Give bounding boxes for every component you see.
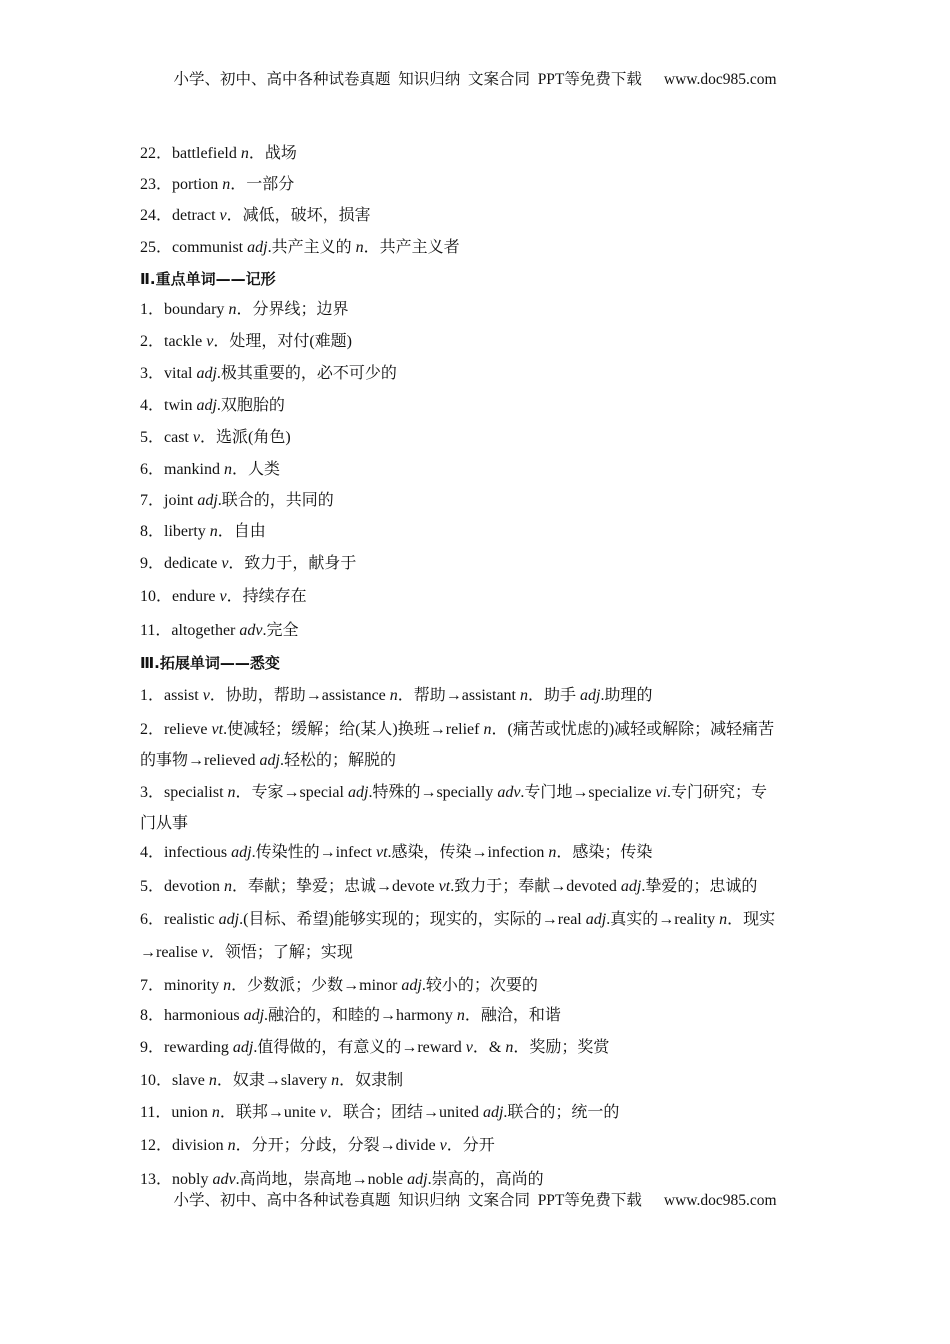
entry-text: ．联合；团结→united <box>326 1104 483 1121</box>
part-of-speech: v <box>202 687 210 704</box>
part-of-speech: adj <box>580 687 601 704</box>
part-of-speech: adv <box>239 622 263 639</box>
ext-word-6 <box>140 909 775 931</box>
part-of-speech: v <box>221 555 229 572</box>
entry-text: .融洽的，和睦的→harmony <box>264 1007 457 1024</box>
ext-word-10 <box>140 1070 403 1092</box>
entry-text: ．持续存在 <box>226 588 307 605</box>
ext-word-12 <box>140 1135 495 1157</box>
part-of-speech: adj <box>218 911 240 928</box>
vocab-item-25 <box>140 237 460 259</box>
entry-text: 22．battlefield <box>140 145 241 162</box>
part-of-speech: adj <box>196 365 217 382</box>
entry-text: ．助手 <box>528 687 581 704</box>
entry-text: 3．vital <box>140 365 197 382</box>
key-word-2 <box>140 331 352 353</box>
ext-word-3 <box>140 782 767 804</box>
entry-text: ．选派(角色) <box>200 429 291 446</box>
page-header <box>0 70 950 90</box>
entry-text: .值得做的，有意义的→reward <box>253 1039 466 1056</box>
entry-text: ．现实 <box>727 911 776 928</box>
footer-text: 小学、初中、高中各种试卷真题 知识归纳 文案合同 PPT等免费下载 <box>173 1192 642 1209</box>
header-text: 小学、初中、高中各种试卷真题 知识归纳 文案合同 PPT等免费下载 <box>173 71 642 88</box>
entry-text: .联合的；统一的 <box>503 1104 620 1121</box>
entry-text: 的事物→relieved <box>140 752 260 769</box>
key-word-9 <box>140 553 356 575</box>
part-of-speech: n <box>224 461 232 478</box>
part-of-speech: vt <box>376 844 388 861</box>
entry-text: ．领悟；了解；实现 <box>208 944 353 961</box>
entry-text: ．自由 <box>217 523 266 540</box>
part-of-speech: adj <box>231 844 252 861</box>
vocab-item-22 <box>140 143 297 165</box>
entry-text: .双胞胎的 <box>216 397 285 414</box>
entry-text: 7．joint <box>140 492 198 509</box>
part-of-speech: v <box>192 429 200 446</box>
part-of-speech: v <box>201 944 209 961</box>
ext-word-1 <box>140 685 653 707</box>
ext-word-11 <box>140 1102 619 1124</box>
entry-text: .高尚地，崇高地→noble <box>235 1171 408 1188</box>
part-of-speech: n <box>505 1039 514 1056</box>
entry-text: ．共产主义者 <box>363 239 460 256</box>
entry-text: .致力于；奉献→devoted <box>450 878 621 895</box>
entry-text: 2．tackle <box>140 333 207 350</box>
ext-word-6-cont <box>140 942 353 964</box>
key-word-4 <box>140 395 285 417</box>
entry-text: 10．slave <box>140 1072 209 1089</box>
part-of-speech: adj <box>482 1104 504 1121</box>
entry-text: →realise <box>140 944 202 961</box>
section-heading-3: Ⅲ.拓展单词——悉变 <box>140 654 280 672</box>
entry-text: ．专家→special <box>235 784 348 801</box>
entry-text: .共产主义的 <box>267 239 356 256</box>
part-of-speech: v <box>219 588 227 605</box>
entry-text: ．处理，对付(难题) <box>213 333 352 350</box>
part-of-speech: v <box>206 333 214 350</box>
entry-text: ．奴隶→slavery <box>216 1072 332 1089</box>
entry-text: .联合的，共同的 <box>217 492 334 509</box>
part-of-speech: adv <box>497 784 521 801</box>
part-of-speech: adv <box>212 1171 236 1188</box>
entry-text: 1．assist <box>140 687 203 704</box>
entry-text: .极其重要的，必不可少的 <box>216 365 397 382</box>
part-of-speech: n <box>456 1007 465 1024</box>
part-of-speech: adj <box>347 784 369 801</box>
key-word-8 <box>140 521 266 543</box>
entry-text: 7．minority <box>140 977 224 994</box>
entry-text: .感染，传染→infection <box>387 844 549 861</box>
entry-text: 11．altogether <box>140 622 240 639</box>
part-of-speech: adj <box>620 878 642 895</box>
part-of-speech: n <box>355 239 364 256</box>
part-of-speech: n <box>520 687 529 704</box>
entry-text: ．奴隶制 <box>339 1072 404 1089</box>
part-of-speech: adj <box>197 492 218 509</box>
entry-text: .轻松的；解脱的 <box>279 752 396 769</box>
entry-text: 25．communist <box>140 239 248 256</box>
ext-word-8 <box>140 1005 561 1027</box>
part-of-speech: n <box>240 145 249 162</box>
entry-text: .特殊的→specially <box>368 784 498 801</box>
entry-text: 24．detract <box>140 207 220 224</box>
entry-text: .使减轻；缓解；给(某人)换班→relief <box>223 721 484 738</box>
entry-text: ．分界线；边界 <box>236 301 349 318</box>
entry-text: .助理的 <box>600 687 653 704</box>
entry-text: ．联邦→unite <box>219 1104 320 1121</box>
entry-text: 12．division <box>140 1137 228 1154</box>
entry-text: ．帮助→assistant <box>397 687 521 704</box>
entry-text: 2．relieve <box>140 721 212 738</box>
entry-text: 4．infectious <box>140 844 232 861</box>
entry-text: ．人类 <box>232 461 281 478</box>
key-word-3 <box>140 363 397 385</box>
ext-word-7 <box>140 975 538 997</box>
entry-text: 6．realistic <box>140 911 219 928</box>
entry-text: ．& <box>472 1039 506 1056</box>
entry-text: 4．twin <box>140 397 197 414</box>
entry-text: ．奖励；奖赏 <box>513 1039 610 1056</box>
part-of-speech: n <box>719 911 728 928</box>
part-of-speech: vt <box>438 878 451 895</box>
part-of-speech: adj <box>243 1007 265 1024</box>
entry-text: .专门地→specialize <box>520 784 656 801</box>
entry-text: 门从事 <box>140 815 189 832</box>
part-of-speech: n <box>223 977 232 994</box>
entry-text: 8．liberty <box>140 523 210 540</box>
part-of-speech: adj <box>232 1039 254 1056</box>
section-heading-2: Ⅱ.重点单词——记形 <box>140 270 276 288</box>
part-of-speech: n <box>227 1137 236 1154</box>
entry-text: ．奉献；挚爱；忠诚→devote <box>232 878 439 895</box>
entry-text: 9．rewarding <box>140 1039 233 1056</box>
entry-text: .较小的；次要的 <box>421 977 538 994</box>
entry-text: ．分开；分歧，分裂→divide <box>235 1137 440 1154</box>
entry-text: .崇高的，高尚的 <box>427 1171 544 1188</box>
ext-word-5 <box>140 876 757 898</box>
part-of-speech: vi <box>655 784 668 801</box>
part-of-speech: n <box>483 721 492 738</box>
part-of-speech: adj <box>259 752 280 769</box>
entry-text: ．少数派；少数→minor <box>231 977 402 994</box>
part-of-speech: v <box>319 1104 327 1121</box>
part-of-speech: n <box>548 844 557 861</box>
entry-text: .挚爱的；忠诚的 <box>641 878 758 895</box>
page-footer <box>0 1191 950 1211</box>
part-of-speech: adj <box>196 397 217 414</box>
part-of-speech: adj <box>585 911 607 928</box>
key-word-10 <box>140 586 307 608</box>
part-of-speech: n <box>208 1072 217 1089</box>
part-of-speech: n <box>209 523 218 540</box>
entry-text: ．融洽，和谐 <box>464 1007 561 1024</box>
entry-text: 13．nobly <box>140 1171 213 1188</box>
entry-text: 9．dedicate <box>140 555 222 572</box>
ext-word-9 <box>140 1037 609 1059</box>
entry-text: ．一部分 <box>230 176 295 193</box>
part-of-speech: v <box>439 1137 447 1154</box>
part-of-speech: n <box>222 176 231 193</box>
part-of-speech: v <box>219 207 227 224</box>
entry-text: .完全 <box>262 622 299 639</box>
part-of-speech: adj <box>247 239 268 256</box>
key-word-5 <box>140 427 291 449</box>
entry-text: ．感染；传染 <box>556 844 653 861</box>
entry-text: 3．specialist <box>140 784 228 801</box>
ext-word-2 <box>140 719 774 741</box>
entry-text: .(目标、希望)能够实现的；现实的，实际的→real <box>239 911 586 928</box>
part-of-speech: v <box>465 1039 473 1056</box>
part-of-speech: n <box>211 1104 220 1121</box>
part-of-speech: adj <box>407 1171 428 1188</box>
part-of-speech: n <box>224 878 232 895</box>
entry-text: ．协助，帮助→assistance <box>209 687 390 704</box>
part-of-speech: n <box>228 301 237 318</box>
ext-word-13 <box>140 1169 544 1191</box>
header-site-link[interactable]: www.doc985.com <box>663 71 777 88</box>
entry-text: 10．endure <box>140 588 220 605</box>
entry-text: ．(痛苦或忧虑的)减轻或解除；减轻痛苦 <box>491 721 775 738</box>
entry-text: 5．devotion <box>140 878 224 895</box>
entry-text: ．致力于，献身于 <box>228 555 357 572</box>
part-of-speech: n <box>389 687 398 704</box>
entry-text: .传染性的→infect <box>251 844 376 861</box>
ext-word-4 <box>140 842 652 864</box>
entry-text: 5．cast <box>140 429 193 446</box>
entry-text: .专门研究；专 <box>667 784 768 801</box>
entry-text: 6．mankind <box>140 461 224 478</box>
entry-text: 11．union <box>140 1104 212 1121</box>
key-word-1 <box>140 299 348 321</box>
part-of-speech: n <box>331 1072 340 1089</box>
entry-text: 1．boundary <box>140 301 229 318</box>
key-word-11 <box>140 620 299 642</box>
entry-text: ．分开 <box>446 1137 495 1154</box>
key-word-6 <box>140 459 280 481</box>
entry-text: .真实的→reality <box>606 911 720 928</box>
part-of-speech: n <box>227 784 236 801</box>
part-of-speech: vt <box>211 721 224 738</box>
part-of-speech: adj <box>401 977 422 994</box>
key-word-7 <box>140 490 334 512</box>
ext-word-3-cont <box>140 813 188 835</box>
vocab-item-23 <box>140 174 294 196</box>
entry-text: 8．harmonious <box>140 1007 244 1024</box>
ext-word-2-cont <box>140 750 396 772</box>
vocab-item-24 <box>140 205 371 227</box>
entry-text: 23．portion <box>140 176 223 193</box>
entry-text: ．战场 <box>248 145 297 162</box>
footer-site-link[interactable]: www.doc985.com <box>663 1192 777 1209</box>
entry-text: ．减低，破坏，损害 <box>226 207 371 224</box>
